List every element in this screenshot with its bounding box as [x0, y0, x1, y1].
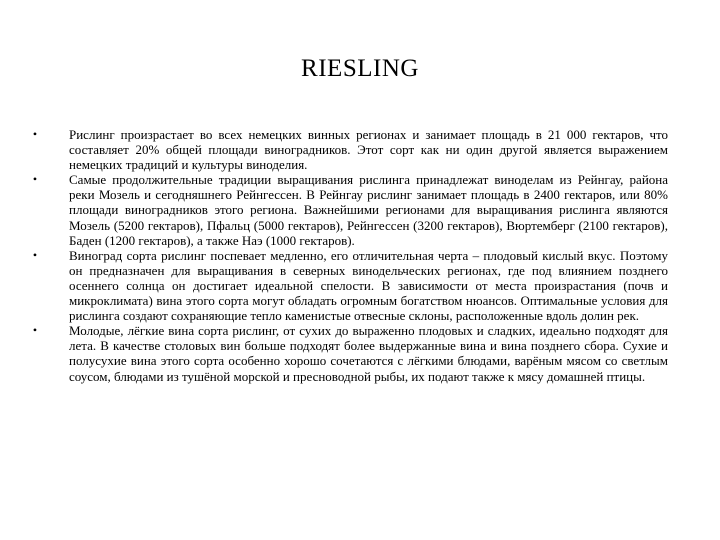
- slide-title: RIESLING: [301, 55, 419, 82]
- bullet-text: Самые продолжительные традиции выращивания рислинга принадлежат виноделам из Рейнгау, района реки Мозель и сегодняшнего Рейнгессен. В Рейнгау рислинг занимает площадь в 2400 гектаров, или 80% площади виноградников этого региона. Важнейшими регионами для выращивания рислинга являются Мозель (5200 гектаров), Пфальц (5000 гектаров), Рейнгессен (3200 гектаров), Вюртемберг (2100 гектаров), Баден (1200 гектаров), а также Наэ (1000 гектаров).: [69, 172, 668, 248]
- bullet-text: Молодые, лёгкие вина сорта рислинг, от сухих до выраженно плодовых и сладких, идеально подходят для лета. В качестве столовых вин больше подходят более выдержанные вина и вина позднего сбора. Сухие и полусухие вина этого сорта особенно хорошо сочетаются с лёгкими блюдами, варёным мясом со светлым соусом, блюдами из тушёной морской и пресноводной рыбы, их подают также к мясу домашней птицы.: [69, 323, 668, 384]
- bullet-list: [30, 127, 668, 384]
- bullet-icon: •: [32, 127, 38, 141]
- bullet-icon: •: [32, 172, 38, 187]
- bullet-icon: •: [32, 323, 38, 338]
- bullet-text: Рислинг произрастает во всех немецких винных регионах и занимает площадь в 21 000 гектаров, что составляет 20% общей площади виноградников. Этот сорт как ни один другой является выражением немецких традиций и культуры виноделия.: [69, 127, 668, 173]
- bullet-text: Виноград сорта рислинг поспевает медленно, его отличительная черта – плодовый кислый вкус. Поэтому он предназначен для выращивания в северных винодельческих регионах, где под влиянием позднего осеннего солнца он достигает идеальной спелости. В зависимости от места произрастания (почв и микроклимата) вина этого сорта могут обладать огромным богатством нюансов. Оптимальные условия для рислинга создают сохраняющие тепло каменистые отвесные склоны, расположенные вдоль долин рек.: [69, 247, 668, 324]
- bullet-item: [30, 127, 668, 172]
- bullet-item: [30, 172, 668, 247]
- bullet-icon: •: [32, 247, 38, 262]
- bullet-item: [30, 323, 668, 383]
- bullet-item: [30, 248, 668, 323]
